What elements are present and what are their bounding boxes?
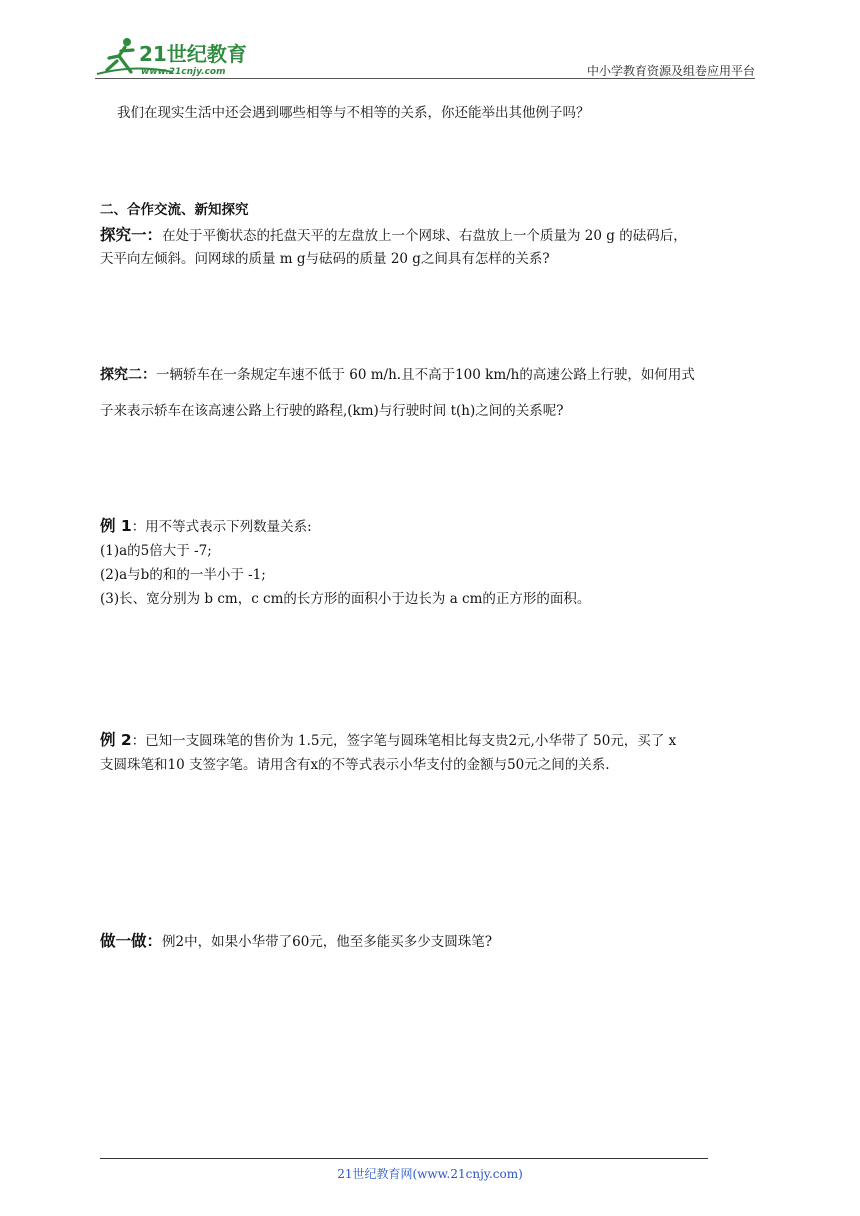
example-two-line1: ：已知一支圆珠笔的售价为 1.5元，签字笔与圆珠笔相比每支贵2元,小华带了 50元，买了 x [131,733,677,749]
example-two-line2: 支圆珠笔和10 支签字笔。请用含有x的不等式表示小华支付的金额与50元之间的关系. [100,757,610,773]
example-two-label: 例 2 [100,731,132,749]
explore-two-label: 探究二： [100,367,156,383]
try-it-label: 做一做： [100,932,163,950]
logo-text: 21世纪教育 [139,42,247,66]
try-it [100,929,765,954]
intro-question: 我们在现实生活中还会遇到哪些相等与不相等的关系，你还能举出其他例子吗？ [117,105,590,121]
example-one-item: (1)a的5倍大于 -7; [100,543,212,559]
try-it-text: 例2中，如果小华带了60元，他至多能买多少支圆珠笔? [162,934,493,950]
logo-url: www.21cnjy.com [141,67,226,77]
explore-one [100,224,765,271]
explore-one-label: 探究一： [100,226,163,244]
explore-two [100,357,765,429]
example-one-item: (3)长、宽分别为 b cm，c cm的长方形的面积小于边长为 a cm的正方形的面积。 [100,591,591,607]
footer-divider [100,1158,708,1159]
example-one [100,514,765,611]
explore-one-line2: 天平向左倾斜。问网球的质量 m g与砝码的质量 20 g之间具有怎样的关系? [100,251,550,267]
section-heading: 二、合作交流、新知探究 [100,202,249,218]
logo-runner-icon [95,34,265,78]
explore-two-line2: 子来表示轿车在该高速公路上行驶的路程,(km)与行驶时间 t(h)之间的关系呢? [100,403,564,419]
logo [95,34,265,78]
example-one-intro: ：用不等式表示下列数量关系: [131,519,312,535]
example-two [100,728,765,777]
example-one-label: 例 1 [100,517,132,535]
footer-site-link[interactable]: 21世纪教育网(www.21cnjy.com) [337,1167,523,1181]
explore-one-line1: 在处于平衡状态的托盘天平的左盘放上一个网球、右盘放上一个质量为 20 g 的砝码后， [162,228,687,244]
example-one-item: (2)a与b的和的一半小于 -1; [100,567,266,583]
explore-two-line1: 一辆轿车在一条规定车速不低于 60 m/h.且不高于100 km/h的高速公路上行驶，如何用式 [156,367,695,383]
header-divider [95,78,755,79]
header-platform-text: 中小学教育资源及组卷应用平台 [586,64,755,78]
